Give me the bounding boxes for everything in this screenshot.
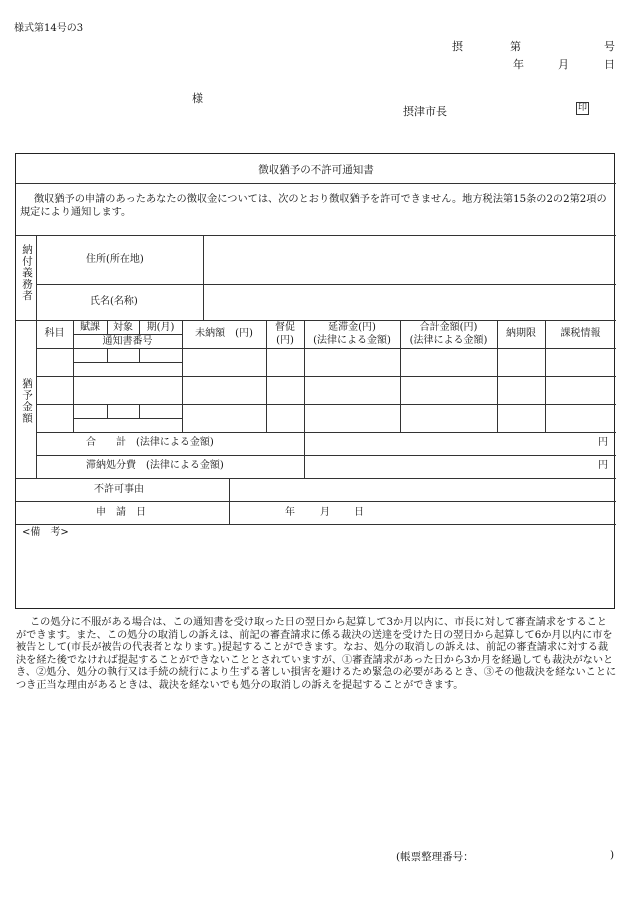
divider: [73, 334, 182, 335]
divider: [16, 183, 616, 184]
form-number: 様式第14号の3: [14, 23, 84, 34]
divider: [36, 455, 616, 456]
col-period: 期(月): [146, 322, 175, 333]
divider: [36, 348, 616, 349]
fee-unit: 円: [598, 460, 608, 471]
divider: [36, 376, 616, 377]
col-notice-no: 通知書番号: [102, 336, 153, 347]
divider: [107, 404, 108, 418]
taxpayer-label: 納付義務者: [21, 244, 33, 302]
divider: [36, 284, 616, 285]
address-label: 住所(所在地): [86, 254, 144, 265]
col-due: 納期限: [506, 328, 536, 339]
col-item: 科目: [44, 328, 65, 339]
name-label: 氏名(名称): [90, 296, 138, 307]
date-day: 日: [604, 58, 615, 71]
divider: [203, 235, 204, 320]
divider: [139, 404, 140, 418]
col-unpaid: 未納額 (円): [195, 328, 253, 339]
divider: [16, 501, 616, 502]
issuer-name: 摂津市長: [403, 105, 447, 118]
divider: [73, 362, 182, 363]
reason-label: 不許可事由: [94, 484, 144, 495]
remarks-label: <備 考>: [22, 527, 69, 538]
divider: [36, 404, 616, 405]
col-total-sub: (法律による金額): [409, 335, 488, 346]
ref-dai: 第: [510, 40, 521, 53]
divider: [16, 478, 616, 479]
apply-day: 日: [354, 507, 364, 518]
col-year: 賦課: [80, 322, 100, 333]
divider: [36, 235, 37, 478]
fee-label: 滞納処分費 (法律による金額): [86, 460, 224, 471]
col-demand-unit: (円): [276, 335, 294, 346]
apply-month: 月: [320, 507, 330, 518]
ledger-number-label: (帳票整理番号：: [396, 851, 474, 863]
divider: [139, 348, 140, 362]
divider: [36, 432, 616, 433]
apply-label: 申 請 日: [96, 507, 146, 518]
notice-form: [15, 153, 615, 609]
appeal-notice: この処分に不服がある場合は、この通知書を受け取った日の翌日から起算して3か月以内に、市長に対して審査請求をすることができます。また、この処分の取消しの訴えは、前記の審査請求に係る裁決の送達を受けた日の翌日から起算して6か月以内に市を被告として(市長が被告の代表者となります。)提起することができます。なお、処分の取消しの訴えは、前記の審査請求に対する裁決を経た後でなければ提起することができないこととされていますが、①審査請求があった日から3か月を経過しても裁決がないとき、②処分、処分の執行又は手続の続行により生ずる著しい損害を避けるため緊急の必要があるとき、③その他裁決を経ないことにつき正当な理由があるときは、裁決を経ないでも処分の取消しの訴えを提起することができます。: [16, 617, 617, 691]
deferral-label: 猶予金額: [21, 378, 33, 424]
col-target: 対象: [113, 322, 133, 333]
date-month: 月: [558, 58, 569, 71]
divider: [107, 348, 108, 362]
seal-icon: 印: [577, 103, 587, 113]
col-late-sub: (法律による金額): [313, 335, 391, 346]
apply-year: 年: [285, 507, 295, 518]
intro-text: 徴収猶予の申請のあったあなたの徴収金については、次のとおり徴収猶予を許可できません。地方税法第15条の2の2第2項の規定により通知します。: [20, 194, 607, 218]
divider: [16, 235, 616, 236]
divider: [16, 524, 616, 525]
addressee-suffix: 様: [192, 92, 203, 105]
ref-prefix: 摂: [452, 40, 463, 53]
col-total: 合計金額(円): [419, 322, 478, 333]
col-demand: 督促: [275, 322, 295, 333]
col-late: 延滞金(円): [328, 322, 376, 333]
divider: [73, 418, 182, 419]
date-year: 年: [513, 58, 524, 71]
sum-unit: 円: [598, 437, 608, 448]
col-tax-info: 課税情報: [560, 328, 601, 339]
sum-label: 合 計 (法律による金額): [86, 437, 214, 448]
form-title: 徴収猶予の不許可通知書: [258, 164, 374, 176]
ledger-number-close: ): [610, 849, 615, 861]
divider: [16, 320, 616, 321]
ref-go: 号: [604, 40, 615, 53]
